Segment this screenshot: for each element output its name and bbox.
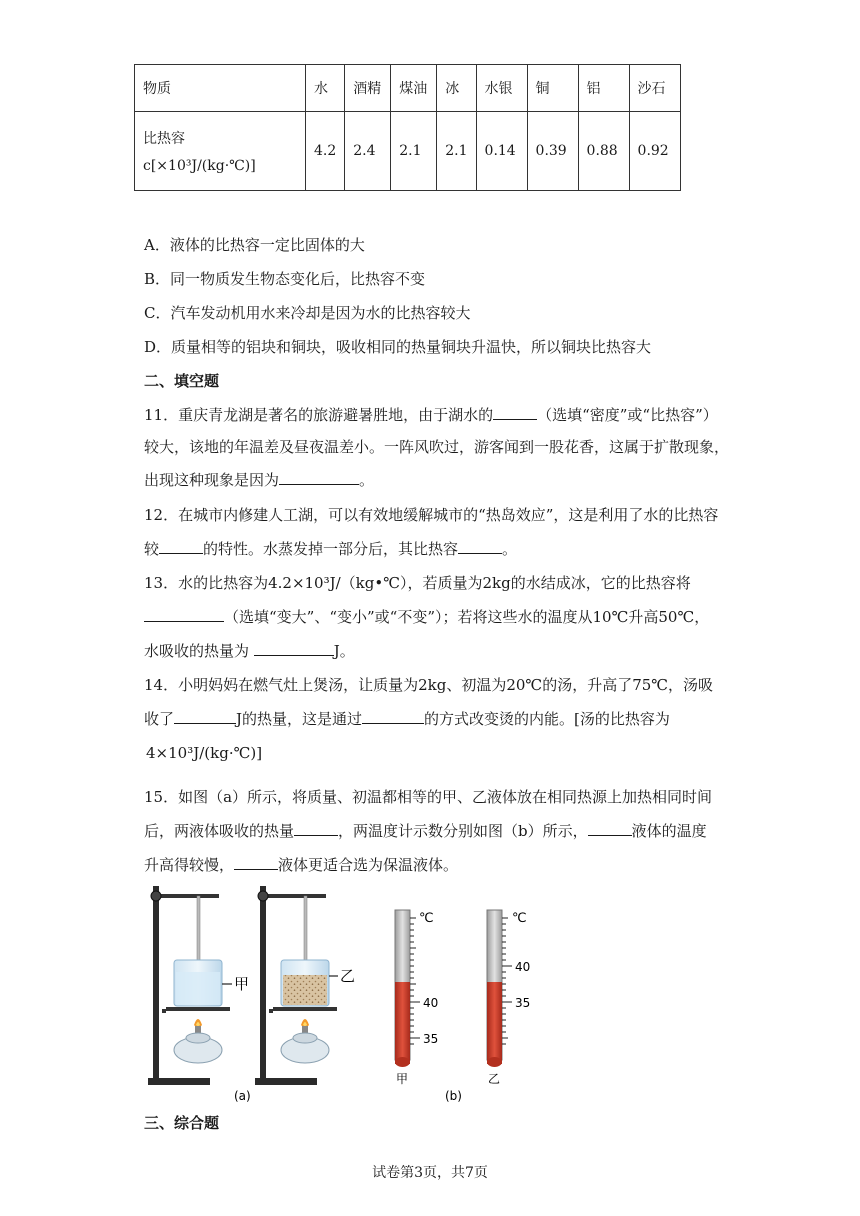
table-cell: 2.1 (391, 112, 437, 191)
answer-blank (294, 821, 338, 836)
formula-line: 4×10³J/(kg·℃)] (146, 744, 263, 762)
table-cell: 酒精 (345, 65, 391, 112)
question-11-line (144, 404, 718, 425)
question-text: （选填“密度”或“比热容”） (537, 406, 718, 424)
row-label-unit: c[×10³J/(kg·℃)] (143, 158, 256, 174)
tick-label: 40 (423, 996, 439, 1010)
unit-jia: ℃ (419, 911, 434, 926)
table-value-row (135, 112, 681, 191)
question-13-line (144, 640, 355, 661)
thermometer-jia (395, 910, 420, 1067)
table-cell: 4.2 (306, 112, 345, 191)
specific-heat-table (134, 64, 681, 191)
table-cell: 物质 (135, 65, 306, 112)
table-cell: 2.1 (437, 112, 476, 191)
question-11-line: 较大，该地的年温差及昼夜温差小。一阵风吹过，游客闻到一股花香，这属于扩散现象， (144, 438, 730, 456)
question-15-line: 15．如图（a）所示，将质量、初温都相等的甲、乙液体放在相同热源上加热相同时间 (144, 788, 713, 806)
thermometer-label: 甲 (396, 1072, 409, 1086)
table-row-label (135, 112, 306, 191)
experiment-figure (140, 878, 560, 1103)
question-text: （选填“变大”、“变小”或“不变”）；若将这些水的温度从10℃升高50℃， (224, 608, 710, 626)
table-cell: 沙石 (629, 65, 680, 112)
question-15-line (144, 854, 458, 875)
caption-a: (a) (234, 1089, 251, 1103)
question-text: 较 (144, 540, 160, 558)
question-text: 水吸收的热量为 (144, 642, 254, 660)
answer-blank (588, 821, 632, 836)
question-text: 出现这种现象是因为 (144, 471, 280, 489)
table-cell: 煤油 (391, 65, 437, 112)
label-jia: 甲 (234, 975, 250, 993)
answer-blank (254, 641, 334, 656)
option-b: B．同一物质发生物态变化后，比热容不变 (144, 270, 426, 288)
tick-label: 35 (423, 1032, 439, 1046)
question-text: ，两温度计示数分别如图（b）所示， (338, 822, 588, 840)
answer-blank (174, 709, 236, 724)
thermometer-yi (487, 910, 512, 1067)
table-cell: 水 (306, 65, 345, 112)
answer-blank (493, 405, 537, 420)
question-text: 液体的温度 (631, 822, 707, 840)
question-text: 液体更适合选为保温液体。 (278, 856, 459, 874)
table-cell: 0.39 (527, 112, 578, 191)
table-cell: 2.4 (345, 112, 391, 191)
apparatus-jia (148, 886, 232, 1085)
thermometer-label: 乙 (488, 1072, 501, 1086)
answer-blank (159, 539, 203, 554)
question-text: 的方式改变烫的内能。[汤的比热容为 (424, 710, 670, 728)
question-text: 。 (359, 471, 375, 489)
table-cell: 0.92 (629, 112, 680, 191)
question-text: J的热量，这是通过 (236, 710, 363, 728)
section-heading: 二、填空题 (144, 372, 220, 390)
question-text: 收了 (144, 710, 175, 728)
option-d: D．质量相等的铝块和铜块，吸收相同的热量铜块升温快，所以铜块比热容大 (144, 338, 652, 356)
question-12-line (144, 538, 517, 559)
answer-blank (279, 470, 359, 485)
option-c: C．汽车发动机用水来冷却是因为水的比热容较大 (144, 304, 471, 322)
unit-yi: ℃ (512, 911, 527, 926)
table-cell: 铜 (527, 65, 578, 112)
section-heading: 三、综合题 (144, 1114, 220, 1132)
option-a: A．液体的比热容一定比固体的大 (144, 236, 365, 254)
question-11-line (144, 469, 374, 490)
question-text: 后，两液体吸收的热量 (144, 822, 295, 840)
question-12-line: 12．在城市内修建人工湖，可以有效地缓解城市的“热岛效应”，这是利用了水的比热容 (144, 506, 719, 524)
table-cell: 冰 (437, 65, 476, 112)
question-text: 。 (502, 540, 518, 558)
question-14-line (144, 708, 670, 729)
label-yi: 乙 (340, 967, 356, 985)
table-cell: 铝 (578, 65, 629, 112)
answer-blank (234, 855, 278, 870)
answer-blank (362, 709, 424, 724)
page-footer: 试卷第3页，共7页 (372, 1165, 488, 1181)
question-14-line: 14．小明妈妈在燃气灶上煲汤，让质量为2kg、初温为20℃的汤，升高了75℃，汤吸 (144, 676, 714, 694)
table-cell: 0.14 (476, 112, 527, 191)
table-cell: 0.88 (578, 112, 629, 191)
tick-label: 40 (515, 960, 531, 974)
question-text: 的特性。水蒸发掉一部分后，其比热容 (203, 540, 459, 558)
answer-blank (144, 607, 224, 622)
table-header-row (135, 65, 681, 112)
tick-label: 35 (515, 996, 531, 1010)
caption-b: (b) (445, 1089, 462, 1103)
row-label-line: 比热容 (143, 131, 185, 147)
question-text: J。 (333, 642, 355, 660)
apparatus-yi (255, 886, 338, 1085)
question-text: 升高得较慢， (144, 856, 235, 874)
question-15-line (144, 820, 707, 841)
question-text: 11．重庆青龙湖是著名的旅游避暑胜地，由于湖水的 (144, 406, 494, 424)
question-13-line: 13．水的比热容为4.2×10³J/（kg•℃），若质量为2kg的水结成冰，它的比热容将 (144, 574, 691, 592)
answer-blank (458, 539, 502, 554)
table-cell: 水银 (476, 65, 527, 112)
question-13-line (144, 606, 709, 627)
